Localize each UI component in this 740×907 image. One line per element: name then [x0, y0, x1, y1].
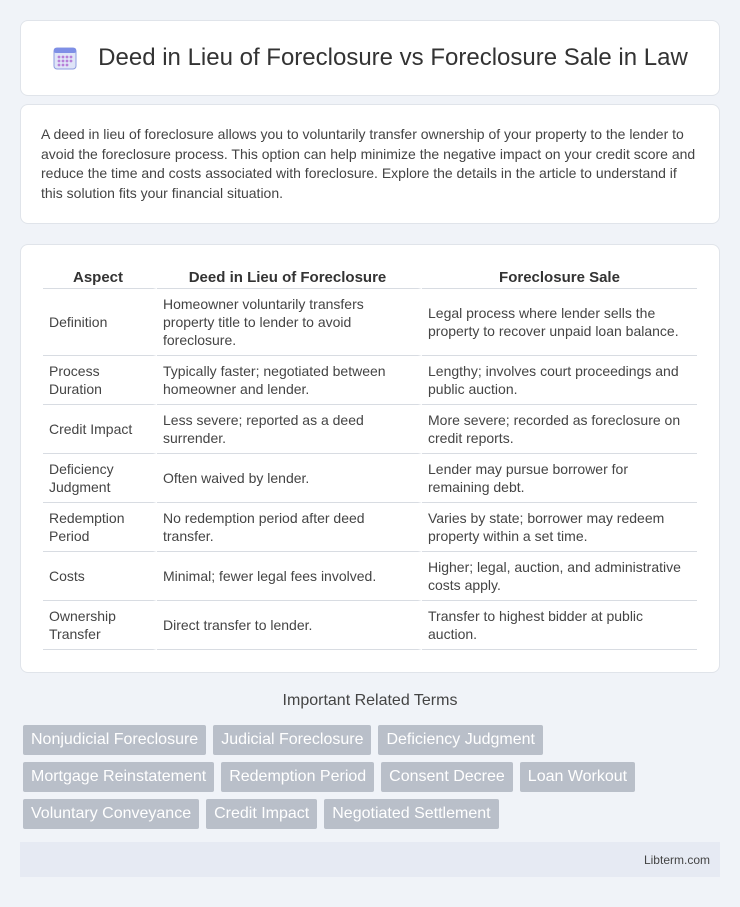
- cell-aspect: Costs: [43, 552, 157, 601]
- table-row: [43, 503, 697, 552]
- cell-sale: Varies by state; borrower may redeem property within a set time.: [422, 503, 697, 552]
- column-header-aspect: Aspect: [43, 265, 157, 289]
- tag-loan-workout[interactable]: Loan Workout: [520, 762, 635, 792]
- cell-sale: Transfer to highest bidder at public auction.: [422, 601, 697, 650]
- calendar-grid-icon: [52, 45, 78, 71]
- cell-deed: Less severe; reported as a deed surrender.: [157, 405, 422, 454]
- header: [52, 44, 688, 72]
- table-row: [43, 601, 697, 650]
- tag-consent-decree[interactable]: Consent Decree: [381, 762, 513, 792]
- tag-credit-impact[interactable]: Credit Impact: [206, 799, 317, 829]
- tag-judicial-foreclosure[interactable]: Judicial Foreclosure: [213, 725, 371, 755]
- cell-deed: Often waived by lender.: [157, 454, 422, 503]
- cell-aspect: Credit Impact: [43, 405, 157, 454]
- tag-nonjudicial-foreclosure[interactable]: Nonjudicial Foreclosure: [23, 725, 206, 755]
- cell-aspect: Process Duration: [43, 356, 157, 405]
- tag-deficiency-judgment[interactable]: Deficiency Judgment: [378, 725, 543, 755]
- table-row: [43, 289, 697, 356]
- tag-redemption-period[interactable]: Redemption Period: [221, 762, 374, 792]
- cell-aspect: Definition: [43, 289, 157, 356]
- cell-deed: Typically faster; negotiated between homeowner and lender.: [157, 356, 422, 405]
- intro-card: [20, 104, 720, 224]
- table-row: [43, 405, 697, 454]
- cell-sale: Lender may pursue borrower for remaining debt.: [422, 454, 697, 503]
- cell-deed: Direct transfer to lender.: [157, 601, 422, 650]
- table-row: [43, 454, 697, 503]
- cell-aspect: Redemption Period: [43, 503, 157, 552]
- cell-deed: Minimal; fewer legal fees involved.: [157, 552, 422, 601]
- footer-site-link[interactable]: Libterm.com: [643, 852, 710, 867]
- related-terms-tags: [23, 725, 723, 829]
- column-header-sale: Foreclosure Sale: [422, 265, 697, 289]
- cell-sale: Higher; legal, auction, and administrative costs apply.: [422, 552, 697, 601]
- cell-deed: No redemption period after deed transfer.: [157, 503, 422, 552]
- table-header-row: [43, 265, 697, 289]
- cell-sale: Legal process where lender sells the property to recover unpaid loan balance.: [422, 289, 697, 356]
- cell-aspect: Deficiency Judgment: [43, 454, 157, 503]
- table-row: [43, 356, 697, 405]
- table-row: [43, 552, 697, 601]
- tag-voluntary-conveyance[interactable]: Voluntary Conveyance: [23, 799, 199, 829]
- cell-sale: Lengthy; involves court proceedings and public auction.: [422, 356, 697, 405]
- intro-text: A deed in lieu of foreclosure allows you to voluntarily transfer ownership of your property to the lender to avoid the foreclosure process. This option can help minimize the negative impact on your credit score and reduce the time and costs associated with foreclosure. Explore the details in the article to understand if this solution fits your financial situation.: [41, 126, 696, 201]
- cell-sale: More severe; recorded as foreclosure on credit reports.: [422, 405, 697, 454]
- tag-mortgage-reinstatement[interactable]: Mortgage Reinstatement: [23, 762, 214, 792]
- page-title: Deed in Lieu of Foreclosure vs Foreclosure Sale in Law: [98, 44, 688, 71]
- tag-negotiated-settlement[interactable]: Negotiated Settlement: [324, 799, 498, 829]
- related-terms-title: Important Related Terms: [282, 692, 458, 709]
- column-header-deed: Deed in Lieu of Foreclosure: [157, 265, 422, 289]
- comparison-table-card: [20, 244, 720, 673]
- comparison-table: [43, 265, 697, 650]
- footer: [20, 842, 720, 877]
- cell-aspect: Ownership Transfer: [43, 601, 157, 650]
- header-card: [20, 20, 720, 96]
- cell-deed: Homeowner voluntarily transfers property title to lender to avoid foreclosure.: [157, 289, 422, 356]
